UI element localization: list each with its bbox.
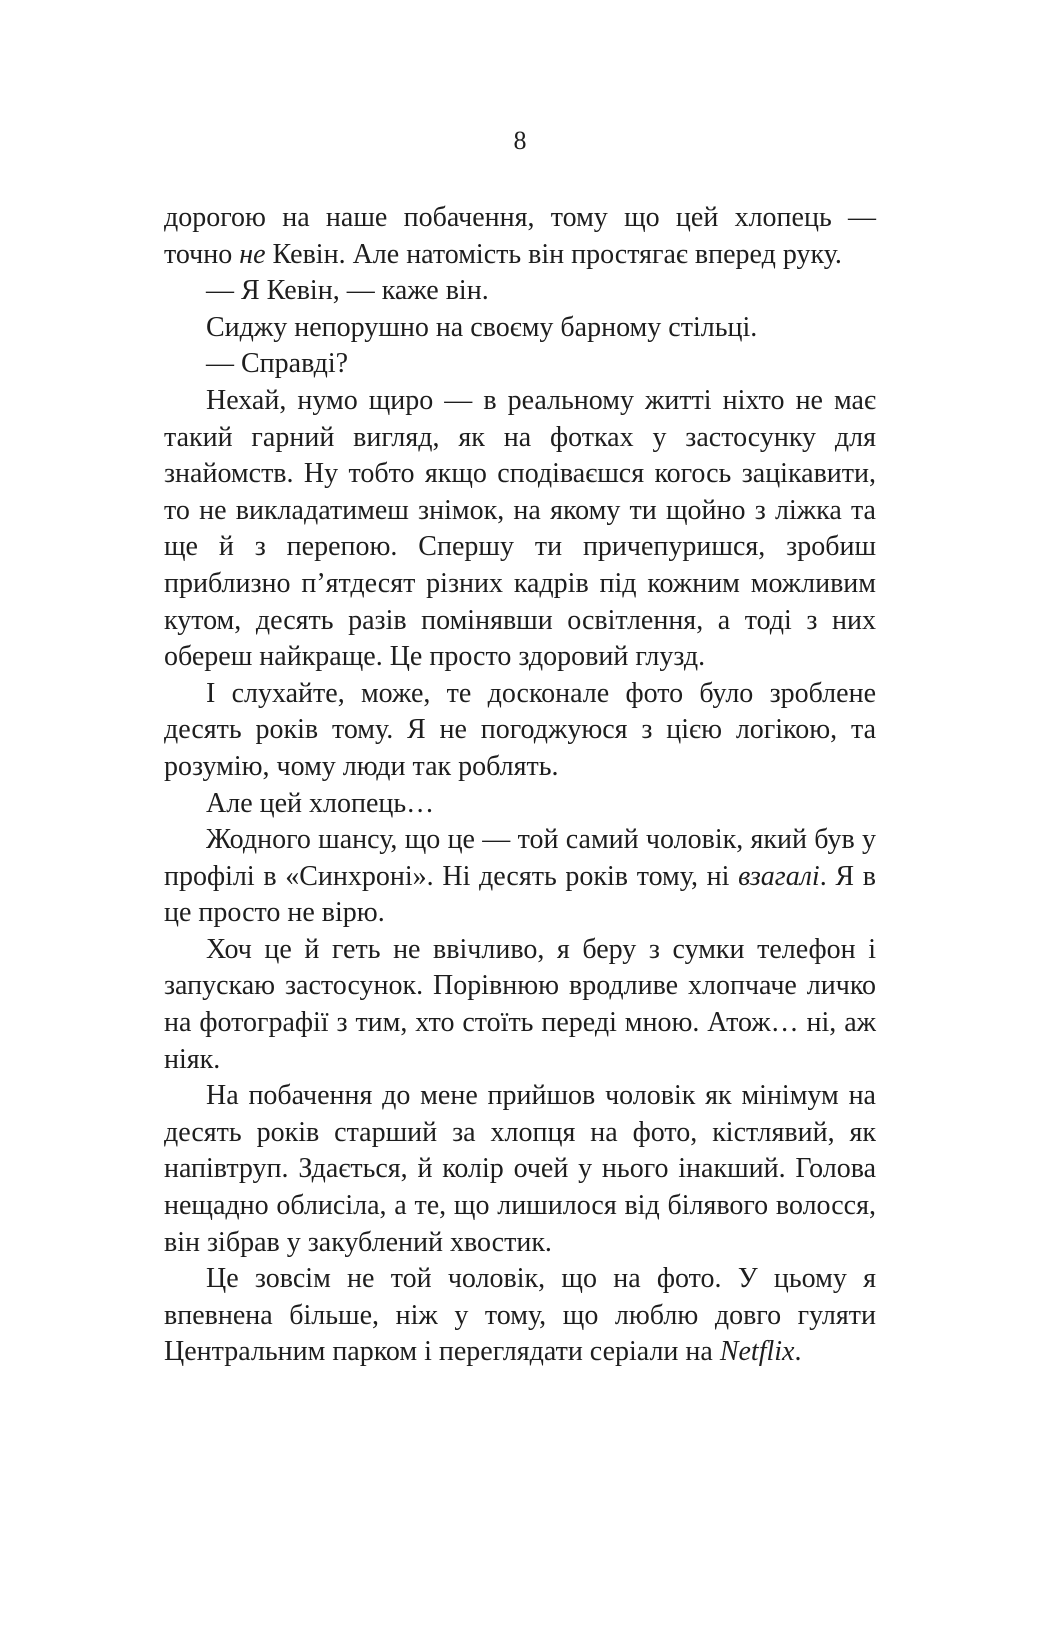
paragraph <box>164 310 876 347</box>
body-text: Це зовсім не той чоловік, що на фото. У цьому я впевнена більше, ніж у тому, що люблю довго гуляти Центральним парком і переглядати серіали на <box>164 1263 876 1368</box>
body-text: Нехай, нумо щиро — в реальному житті ніхто не має такий гарний вигляд, як на фотках у застосунку для знайомств. Ну тобто якщо сподіваєшся когось зацікавити, то не викладатимеш знімок, на якому ти щойно з ліжка та ще й з перепою. Спершу ти причепуришся, зробиш приблизно п’ятдесят різних кадрів під кожним можливим кутом, десять разів помінявши освітлення, а тоді з них обереш найкраще. Це просто здоровий глузд. <box>164 384 876 673</box>
paragraph <box>164 786 876 823</box>
body-text: Але цей хлопець… <box>206 787 435 819</box>
paragraph <box>164 1078 876 1261</box>
page-number: 8 <box>513 126 527 155</box>
italic-text: Netflix <box>719 1336 795 1368</box>
body-text: — Справді? <box>206 348 349 380</box>
paragraph <box>164 822 876 932</box>
paragraph <box>164 273 876 310</box>
paragraph <box>164 383 876 676</box>
body-text: І слухайте, може, те досконале фото було зроблене десять років тому. Я не погоджуюся з цією логікою, та розумію, чому люди так роблять. <box>164 677 876 782</box>
body-text: Кевін. Але натомість він простягає вперед руку. <box>265 238 842 270</box>
italic-text: взагалі <box>738 860 820 892</box>
body-text: Жодного шансу, що це — той самий чоловік, який був у профілі в «Синхроні». Ні десять років тому, ні <box>164 824 876 892</box>
body-text: Сиджу непорушно на своєму барному стільці. <box>206 311 758 343</box>
body-text: Хоч це й геть не ввічливо, я беру з сумки телефон і запускаю застосунок. Порівнюю вродливе хлопчаче личко на фотографії з тим, хто стоїть переді мною. Атож… ні, аж ніяк. <box>164 933 876 1075</box>
body-text: . Я в це просто не вірю. <box>164 860 876 929</box>
paragraph <box>164 346 876 383</box>
paragraph <box>164 1261 876 1371</box>
italic-text: не <box>239 238 266 270</box>
body-text: На побачення до мене прийшов чоловік як мінімум на десять років старший за хлопця на фото, кістлявий, як напівтруп. Здається, й колір очей у нього інакший. Голова нещадно облисіла, а те, що лишилося від білявого волосся, він зібрав у закублений хвостик. <box>164 1080 876 1258</box>
paragraph <box>164 200 876 273</box>
paragraph <box>164 932 876 1078</box>
paragraph <box>164 676 876 786</box>
text-block <box>164 200 876 1371</box>
body-text: — Я Кевін, — каже він. <box>206 275 489 307</box>
body-text: дорогою на наше побачення, тому що цей хлопець — точно <box>164 202 876 270</box>
body-text: . <box>794 1336 802 1368</box>
